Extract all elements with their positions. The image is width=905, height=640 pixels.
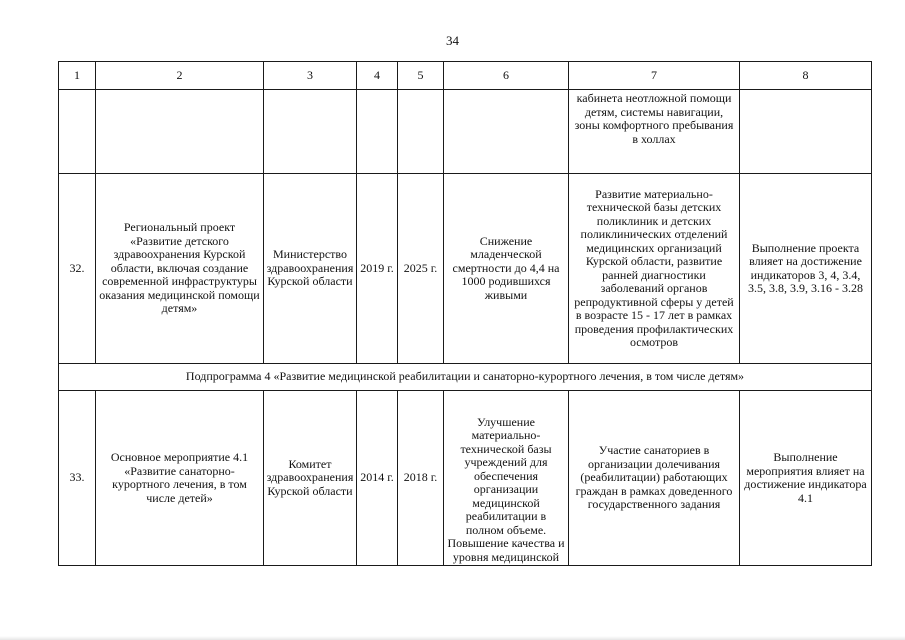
column-number-cell: 7: [569, 62, 740, 90]
page-number: 34: [446, 33, 459, 48]
empty-cell: [357, 90, 398, 174]
row-number-cell: 32.: [59, 174, 96, 364]
table-row-33: [59, 391, 872, 566]
subprogram-title: Подпрограмма 4 «Развитие медицинской реабилитации и санаторно-курортного лечения, в том числе детям»: [59, 364, 872, 391]
column-number-cell: 6: [444, 62, 569, 90]
column-number-cell: 1: [59, 62, 96, 90]
expected-result-text: Улучшение материально-технической базы учреждений для обеспечения организации медицинской реабилитации в полном объеме. Повышение качества и уровня медицинской: [447, 415, 565, 564]
start-year-cell: 2014 г.: [357, 391, 398, 566]
empty-cell: [740, 90, 872, 174]
column-number-cell: 3: [264, 62, 357, 90]
row-number-cell: 33.: [59, 391, 96, 566]
start-year-cell: 2019 г.: [357, 174, 398, 364]
empty-cell: [398, 90, 444, 174]
column-number-cell: 8: [740, 62, 872, 90]
table-row-32: [59, 174, 872, 364]
end-year-cell: 2018 г.: [398, 391, 444, 566]
empty-cell: [96, 90, 264, 174]
empty-cell: [264, 90, 357, 174]
indicator-impact-cell: Выполнение проекта влияет на достижение индикаторов 3, 4, 3.4, 3.5, 3.8, 3.9, 3.16 - 3.28: [740, 174, 872, 364]
executor-cell: Комитет здравоохранения Курской области: [264, 391, 357, 566]
project-name-cell: Региональный проект «Развитие детского здравоохранения Курской области, включая создание современной инфраструктуры оказания медицинской помощи детям»: [96, 174, 264, 364]
column-number-cell: 5: [398, 62, 444, 90]
continuation-row: [59, 90, 872, 174]
empty-cell: [59, 90, 96, 174]
column-number-cell: 2: [96, 62, 264, 90]
indicator-impact-cell: Выполнение мероприятия влияет на достижение индикатора 4.1: [740, 391, 872, 566]
expected-result-cell: [444, 391, 569, 566]
subprogram-row: [59, 364, 872, 391]
column-number-cell: 4: [357, 62, 398, 90]
executor-cell: Министерство здравоохранения Курской области: [264, 174, 357, 364]
continued-content-cell: кабинета неотложной помощи детям, системы навигации, зоны комфортного пребывания в холлах: [569, 90, 740, 174]
content-cell: Участие санаториев в организации долечивания (реабилитации) работающих граждан в рамках доведенного государственного задания: [569, 391, 740, 566]
end-year-cell: 2025 г.: [398, 174, 444, 364]
measure-name-cell: Основное мероприятие 4.1 «Развитие санаторно-курортного лечения, в том числе детей»: [96, 391, 264, 566]
expected-result-cell: Снижение младенческой смертности до 4,4 на 1000 родившихся живыми: [444, 174, 569, 364]
column-number-row: [59, 62, 872, 90]
content-cell: Развитие материально-технической базы детских поликлиник и детских поликлинических отделений медицинских организаций Курской области, развитие ранней диагностики заболеваний органов репродуктивной сферы у детей в возрасте 15 - 17 лет в рамках проведения профилактических осмотров: [569, 174, 740, 364]
program-table: [58, 61, 872, 566]
empty-cell: [444, 90, 569, 174]
scan-bottom-edge: [0, 636, 905, 640]
